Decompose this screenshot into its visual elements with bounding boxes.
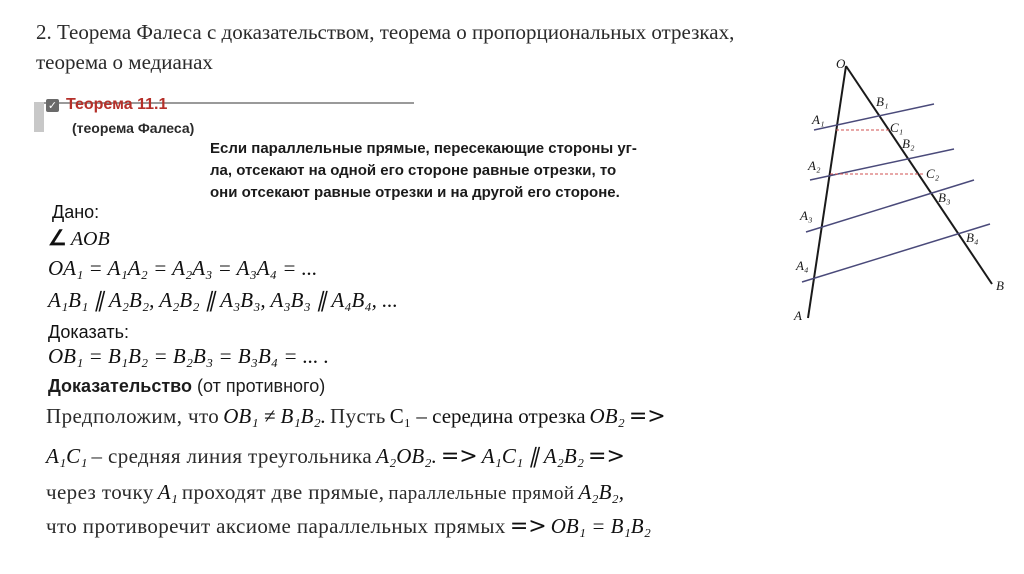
ray-oa	[808, 66, 846, 318]
label-b1: B₁	[876, 94, 889, 109]
page-title: 2. Теорема Фалеса с доказательством, теорема о пропорциональных отрезках,	[36, 20, 735, 44]
ray-ob	[846, 66, 992, 284]
thales-figure	[784, 56, 1016, 326]
proof-math: OB₂	[589, 404, 625, 428]
implies-arrow-icon: =>	[588, 444, 625, 469]
checkbox-icon: ✓	[47, 99, 58, 112]
proof-text: C₁ – середина отрезка	[389, 404, 586, 428]
proof-text: через точку	[46, 480, 154, 504]
angle-icon: ∠	[48, 226, 67, 250]
proof-text: – средняя линия треугольника	[91, 444, 373, 468]
proof-text: что противоречит аксиоме параллельных прямых	[46, 514, 506, 538]
proof-line-3	[46, 480, 624, 505]
proof-text: Пусть	[330, 404, 386, 428]
theorem-side-bar	[34, 102, 44, 132]
theorem-text-line-2: ла, отсекают на одной его стороне равные отрезки, то	[210, 162, 617, 179]
proof-math: A₂B₂,	[578, 480, 624, 504]
proof-text: параллельные прямой	[388, 483, 575, 504]
proof-text: Предположим, что	[46, 404, 220, 428]
label-a2: A₂	[808, 158, 821, 173]
label-a3: A₃	[800, 208, 813, 223]
proof-math: A₂OB₂.	[376, 444, 437, 468]
given-equal-segments: OA₁ = A₁A₂ = A₂A₃ = A₃A₄ = ...	[48, 256, 318, 280]
given-angle	[48, 226, 110, 251]
theorem-text-line-1: Если параллельные прямые, пересекающие стороны уг-	[210, 140, 637, 157]
theorem-title: Теорема 11.1	[66, 96, 168, 113]
implies-arrow-icon: =>	[628, 404, 666, 429]
label-o: O	[836, 56, 846, 71]
implies-arrow-icon: =>	[440, 444, 478, 469]
label-b4: B₄	[966, 230, 979, 245]
label-b: B	[996, 278, 1004, 293]
proof-heading-title: Доказательство	[48, 376, 192, 396]
prove-statement: OB₁ = B₁B₂ = B₂B₃ = B₃B₄ = ... .	[48, 344, 329, 368]
proof-math: A₁	[157, 480, 178, 504]
label-c1: C₁	[890, 120, 904, 135]
proof-heading	[48, 376, 325, 397]
given-label: Дано:	[52, 202, 100, 222]
parallel-a4b4	[802, 224, 990, 282]
implies-arrow-icon: =>	[509, 514, 547, 539]
label-a4: A₄	[796, 258, 809, 273]
proof-math: OB₁ = B₁B₂	[550, 514, 651, 538]
proof-line-4	[46, 514, 651, 539]
proof-line-2	[46, 444, 625, 469]
theorem-text-line-3: они отсекают равные отрезки и на другой его стороне.	[210, 184, 620, 201]
proof-math: A₁C₁	[46, 444, 88, 468]
proof-math: A₁C₁ ∥ A₂B₂	[481, 444, 585, 468]
proof-text: проходят две прямые,	[181, 480, 385, 504]
page-title-line2: теорема о медианах	[36, 50, 213, 74]
label-a1: A₁	[812, 112, 825, 127]
prove-label: Доказать:	[48, 322, 129, 342]
proof-heading-note: (от противного)	[197, 376, 326, 396]
given-angle-name: AOB	[70, 228, 110, 250]
label-b2: B₂	[902, 136, 915, 151]
label-c2: C₂	[926, 166, 940, 181]
given-parallels: A₁B₁ ∥ A₂B₂, A₂B₂ ∥ A₃B₃, A₃B₃ ∥ A₄B₄, ...	[48, 288, 398, 312]
label-b3: B₃	[938, 190, 951, 205]
theorem-subtitle: (теорема Фалеса)	[72, 120, 195, 136]
label-a: A	[794, 308, 802, 323]
proof-line-1	[46, 404, 666, 429]
parallel-a3b3	[806, 180, 974, 232]
proof-math: OB₁ ≠ B₁B₂.	[223, 404, 327, 428]
